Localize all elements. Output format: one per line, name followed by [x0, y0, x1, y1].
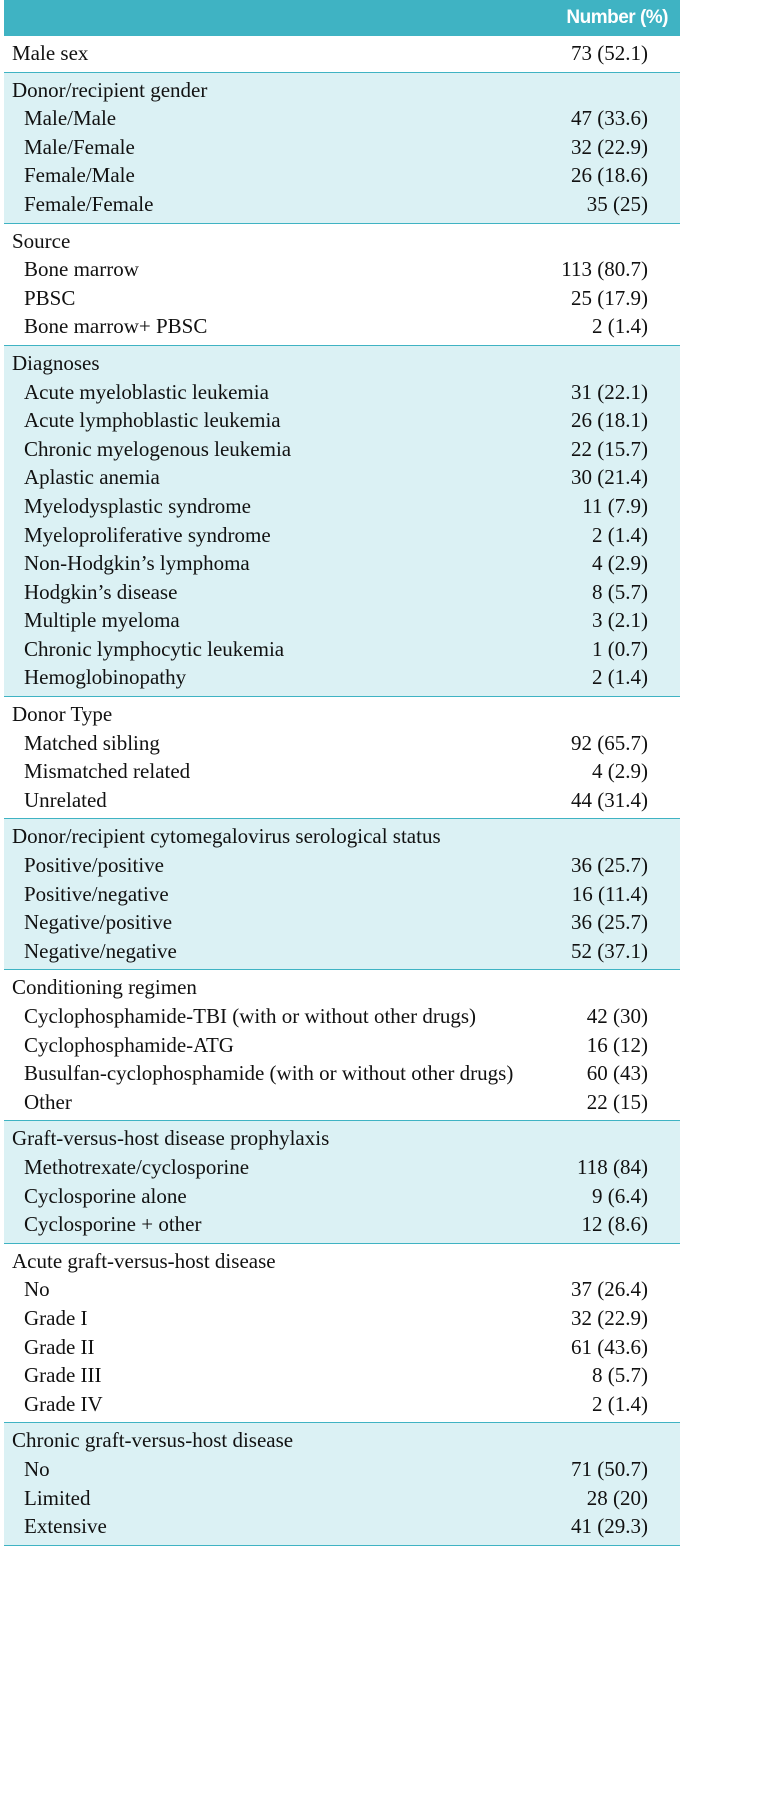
row-label: PBSC: [24, 285, 76, 310]
table-row: [4, 1155, 680, 1184]
row-value: 60 (43): [586, 1061, 648, 1086]
table-section: [4, 819, 680, 970]
row-label: Negative/positive: [24, 910, 173, 935]
row-value: 16 (12): [586, 1032, 648, 1057]
row-label: Non-Hodgkin’s lymphoma: [24, 551, 250, 576]
row-value: 36 (25.7): [571, 853, 648, 878]
row-value: 9 (6.4): [592, 1183, 648, 1208]
row-label: Positive/negative: [24, 881, 169, 906]
table-row: [4, 1033, 680, 1062]
table-body: [4, 36, 680, 1546]
row-label: Multiple myeloma: [24, 608, 180, 633]
row-value: 11 (7.9): [582, 493, 648, 518]
row-label: Aplastic anemia: [24, 465, 160, 490]
row-value: 71 (50.7): [571, 1456, 648, 1481]
table-row: [4, 1061, 680, 1090]
row-value: 47 (33.6): [571, 106, 648, 131]
row-value: 52 (37.1): [571, 938, 648, 963]
row-label: Myelodysplastic syndrome: [24, 493, 251, 518]
row-label: Cyclosporine + other: [24, 1212, 202, 1237]
table-row: [4, 637, 680, 666]
table-row: [4, 523, 680, 552]
table-section: [4, 1423, 680, 1545]
row-label: Hemoglobinopathy: [24, 665, 187, 690]
row-value: 4 (2.9): [592, 551, 648, 576]
row-label: Grade III: [24, 1363, 102, 1388]
section-title: Donor/recipient gender: [12, 77, 208, 102]
row-value: 2 (1.4): [592, 1391, 648, 1416]
table-section: [4, 346, 680, 697]
row-label: Male/Female: [24, 134, 135, 159]
row-value: 8 (5.7): [592, 579, 648, 604]
table-row: [4, 1277, 680, 1306]
row-value: 16 (11.4): [571, 881, 648, 906]
section-title: Acute graft-versus-host disease: [12, 1248, 276, 1273]
row-value: 61 (43.6): [571, 1334, 648, 1359]
row-value: 26 (18.1): [571, 408, 648, 433]
row-label: Grade II: [24, 1334, 95, 1359]
row-label: Myeloproliferative syndrome: [24, 522, 271, 547]
section-title: Donor/recipient cytomegalovirus serological status: [12, 824, 441, 849]
row-value: 2 (1.4): [592, 314, 648, 339]
table-row: [4, 853, 680, 882]
row-label: Cyclophosphamide-TBI (with or without other drugs): [24, 1004, 477, 1028]
row-value: 35 (25): [586, 191, 648, 216]
table-row: [4, 759, 680, 788]
table-row: [4, 608, 680, 637]
table-row: [4, 910, 680, 939]
row-label: Negative/negative: [24, 938, 177, 963]
table-row: [4, 1514, 680, 1543]
row-value: 8 (5.7): [592, 1363, 648, 1388]
table-row: [4, 135, 680, 164]
section-title: Conditioning regimen: [12, 975, 197, 1000]
row-value: 28 (20): [586, 1485, 648, 1510]
row-label: Female/Female: [24, 191, 154, 216]
section-title: Male sex: [12, 41, 89, 65]
row-label: Chronic myelogenous leukemia: [24, 436, 292, 461]
table-row: [4, 665, 680, 694]
section-heading-row: [4, 975, 680, 1004]
row-value: 37 (26.4): [571, 1277, 648, 1302]
table-row: [4, 1004, 680, 1033]
section-title: Chronic graft-versus-host disease: [12, 1428, 294, 1453]
row-label: Busulfan-cyclophosphamide (with or without other drugs): [24, 1061, 514, 1086]
row-value: 42 (30): [586, 1004, 648, 1028]
table-row: [4, 1363, 680, 1392]
row-label: Methotrexate/cyclosporine: [24, 1154, 250, 1179]
section-heading-row: [4, 41, 680, 70]
section-heading-row: [4, 1428, 680, 1457]
column-header-number-percent: Number (%): [566, 7, 668, 28]
row-label: Grade IV: [24, 1391, 103, 1416]
section-heading-row: [4, 78, 680, 107]
row-label: Other: [24, 1089, 72, 1114]
row-label: Acute lymphoblastic leukemia: [24, 408, 281, 433]
table-row: [4, 788, 680, 817]
table-row: [4, 1090, 680, 1119]
section-heading-row: [4, 1126, 680, 1155]
row-label: No: [24, 1277, 50, 1302]
table-row: [4, 257, 680, 286]
table-row: [4, 1212, 680, 1241]
table-row: [4, 1184, 680, 1213]
row-label: Hodgkin’s disease: [24, 579, 178, 604]
row-label: Female/Male: [24, 163, 135, 188]
row-label: Unrelated: [24, 787, 107, 812]
table-row: [4, 1306, 680, 1335]
row-value: 3 (2.1): [592, 608, 648, 633]
row-value: 4 (2.9): [592, 759, 648, 784]
table-row: [4, 939, 680, 968]
table-section: [4, 73, 680, 224]
table-row: [4, 380, 680, 409]
table-row: [4, 882, 680, 911]
row-label: Cyclophosphamide-ATG: [24, 1032, 234, 1057]
table-row: [4, 1457, 680, 1486]
table-row: [4, 106, 680, 135]
row-value: 1 (0.7): [592, 636, 648, 661]
table-section: [4, 36, 680, 73]
row-label: Bone marrow: [24, 257, 139, 282]
row-label: Acute myeloblastic leukemia: [24, 379, 269, 404]
section-title: Source: [12, 228, 71, 253]
row-label: Positive/positive: [24, 853, 165, 878]
row-label: Cyclosporine alone: [24, 1183, 187, 1208]
row-value: 36 (25.7): [571, 910, 648, 935]
section-heading-row: [4, 824, 680, 853]
table-row: [4, 465, 680, 494]
row-label: No: [24, 1456, 50, 1481]
section-value: 73 (52.1): [571, 41, 648, 65]
row-label: Chronic lymphocytic leukemia: [24, 636, 285, 661]
row-value: 113 (80.7): [561, 257, 648, 282]
row-value: 30 (21.4): [571, 465, 648, 490]
table-row: [4, 314, 680, 343]
table-section: [4, 1244, 680, 1424]
table-row: [4, 286, 680, 315]
table-header: [4, 0, 680, 36]
row-value: 118 (84): [577, 1154, 648, 1179]
table-row: [4, 1335, 680, 1364]
row-value: 22 (15.7): [571, 436, 648, 461]
row-value: 26 (18.6): [571, 163, 648, 188]
table-row: [4, 1486, 680, 1515]
table-row: [4, 163, 680, 192]
row-value: 32 (22.9): [571, 1305, 648, 1330]
table-row: [4, 408, 680, 437]
row-label: Grade I: [24, 1305, 88, 1330]
table-section: [4, 1121, 680, 1243]
section-heading-row: [4, 351, 680, 380]
row-value: 22 (15): [586, 1089, 648, 1114]
table-section: [4, 224, 680, 346]
table-row: [4, 192, 680, 221]
row-label: Male/Male: [24, 106, 117, 131]
row-value: 31 (22.1): [571, 379, 648, 404]
row-value: 41 (29.3): [571, 1514, 648, 1539]
row-label: Bone marrow+ PBSC: [24, 314, 208, 339]
row-value: 32 (22.9): [571, 134, 648, 159]
table-section: [4, 697, 680, 819]
table-row: [4, 437, 680, 466]
row-label: Matched sibling: [24, 730, 160, 755]
table-row: [4, 580, 680, 609]
section-title: Donor Type: [12, 702, 113, 727]
row-value: 12 (8.6): [581, 1212, 648, 1237]
row-label: Limited: [24, 1485, 91, 1510]
row-label: Extensive: [24, 1514, 107, 1539]
table-section: [4, 970, 680, 1121]
table-row: [4, 494, 680, 523]
section-heading-row: [4, 1249, 680, 1278]
row-value: 2 (1.4): [592, 522, 648, 547]
patient-characteristics-table: [4, 0, 680, 1546]
row-label: Mismatched related: [24, 759, 191, 784]
section-heading-row: [4, 229, 680, 258]
table-row: [4, 551, 680, 580]
row-value: 44 (31.4): [571, 787, 648, 812]
section-heading-row: [4, 702, 680, 731]
table-row: [4, 731, 680, 760]
row-value: 92 (65.7): [571, 730, 648, 755]
row-value: 2 (1.4): [592, 665, 648, 690]
section-title: Diagnoses: [12, 350, 100, 375]
section-title: Graft-versus-host disease prophylaxis: [12, 1126, 330, 1151]
table-row: [4, 1392, 680, 1421]
row-value: 25 (17.9): [571, 285, 648, 310]
